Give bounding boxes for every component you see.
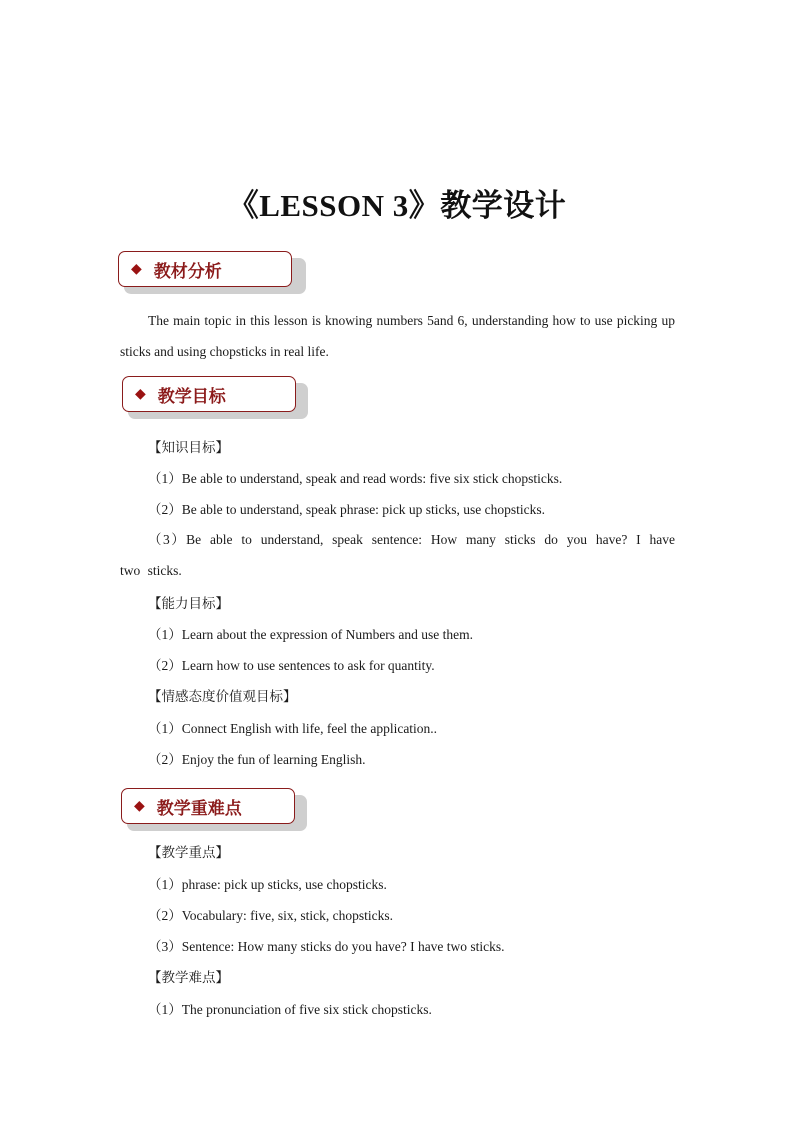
diamond-icon: ◆ bbox=[135, 386, 146, 402]
knowledge-heading: 【知识目标】 bbox=[148, 440, 229, 456]
section-label: 教学目标 bbox=[157, 386, 226, 407]
diamond-icon: ◆ bbox=[131, 261, 142, 277]
list-item: （2）Be able to understand, speak phrase: pick up sticks, use chopsticks. bbox=[148, 502, 546, 517]
key-heading: 【教学重点】 bbox=[148, 845, 229, 861]
list-item: （3）Be able to understand, speak sentence: How many sticks do you have? I have two sticks. bbox=[120, 532, 675, 578]
ability-heading: 【能力目标】 bbox=[148, 596, 229, 612]
diamond-icon: ◆ bbox=[134, 798, 145, 814]
list-item: （1）The pronunciation of five six stick chopsticks. bbox=[148, 1002, 432, 1017]
section-header-key-points bbox=[121, 788, 295, 824]
section-header-analysis bbox=[118, 251, 292, 287]
section-label: 教材分析 bbox=[153, 261, 222, 282]
list-item: （2）Learn how to use sentences to ask for quantity. bbox=[148, 658, 435, 673]
section-header-objectives bbox=[122, 376, 296, 412]
list-item: （1）Learn about the expression of Numbers and use them. bbox=[148, 627, 474, 642]
list-item: （3）Sentence: How many sticks do you have? I have two sticks. bbox=[148, 939, 505, 954]
list-item: （2）Enjoy the fun of learning English. bbox=[148, 752, 366, 767]
list-item: （1）Be able to understand, speak and read words: five six stick chopsticks. bbox=[148, 471, 563, 486]
document-title: 《LESSON 3》教学设计 bbox=[227, 188, 567, 223]
list-item: （1）phrase: pick up sticks, use chopsticks. bbox=[148, 877, 387, 892]
difficult-heading: 【教学难点】 bbox=[148, 970, 229, 986]
section-label: 教学重难点 bbox=[156, 798, 242, 819]
list-item: （2）Vocabulary: five, six, stick, chopsticks. bbox=[148, 908, 393, 923]
emotion-heading: 【情感态度价值观目标】 bbox=[148, 689, 297, 705]
analysis-paragraph: The main topic in this lesson is knowing numbers 5and 6, understanding how to use picking up sticks and using chopsticks in real life. bbox=[120, 313, 675, 359]
list-item: （1）Connect English with life, feel the application.. bbox=[148, 721, 438, 736]
